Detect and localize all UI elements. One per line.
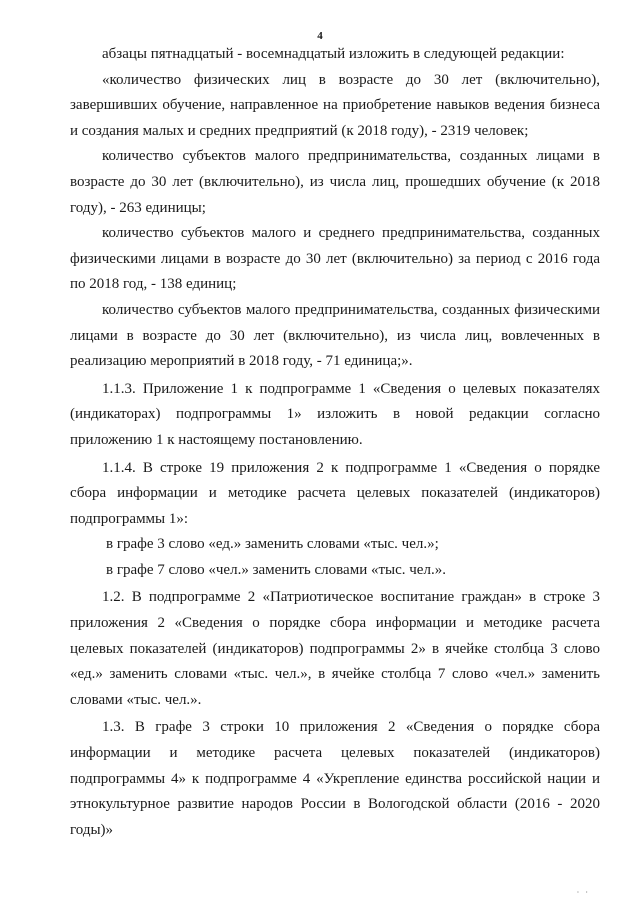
paragraph-1-3: 1.3. В графе 3 строки 10 приложения 2 «Сведения о порядке сбора информации и методике расчета целевых показателей (индикаторов) подпрограммы 4» к подпрограмме 4 «Укрепление единства российской нации и этнокультурное развитие народов России в Вологодской области (2016 - 2020 годы)» [70, 719, 600, 838]
page-number: 4 [317, 30, 323, 42]
corner-marks: · · [576, 888, 590, 897]
paragraph-small-medium-business: количество субъектов малого и среднего предпринимательства, созданных физическими лицами в возрасте до 30 лет (включительно) за период с 2016 года по 2018 год, - 138 единиц; [70, 225, 600, 293]
paragraph-involved-persons: количество субъектов малого предпринимательства, созданных физическими лицами в возрасте до 30 лет (включительно), из числа лиц, вовлеченных в реализацию мероприятий в 2018 году, - 71 единица;». [70, 301, 600, 370]
paragraph-column-3: в графе 3 слово «ед.» заменить словами «тыс. чел.»; [106, 536, 439, 553]
document-body [70, 42, 600, 843]
paragraph-1-2: 1.2. В подпрограмме 2 «Патриотическое воспитание граждан» в строке 3 приложения 2 «Сведения о порядке сбора информации и методике расчета целевых показателей (индикаторов) подпрограммы 2» в ячейке столбца 3 слово «ед.» заменить словами «тыс. чел.», в ячейке столбца 7 слово «чел.» заменить словами «тыс. чел.». [70, 589, 600, 708]
paragraph-persons-trained: «количество физических лиц в возрасте до 30 лет (включительно), завершивших обучение, направленное на приобретение навыков ведения бизнеса и создания малых и средних предприятий (к 2018 году), - 2319 человек; [70, 71, 600, 139]
paragraph-1-1-3: 1.1.3. Приложение 1 к подпрограмме 1 «Сведения о целевых показателях (индикаторах) подпрограммы 1» изложить в новой редакции согласно приложению 1 к настоящему постановлению. [70, 380, 600, 448]
paragraph-small-business-created: количество субъектов малого предпринимательства, созданных лицами в возрасте до 30 лет (включительно), из числа лиц, прошедших обучение (к 2018 году), - 263 единицы; [70, 148, 600, 216]
paragraph-column-7: в графе 7 слово «чел.» заменить словами «тыс. чел.». [106, 561, 446, 578]
paragraph-intro: абзацы пятнадцатый - восемнадцатый изложить в следующей редакции: [102, 46, 565, 62]
paragraph-1-1-4: 1.1.4. В строке 19 приложения 2 к подпрограмме 1 «Сведения о порядке сбора информации и методике расчета целевых показателей (индикаторов) подпрограммы 1»: [70, 459, 600, 527]
